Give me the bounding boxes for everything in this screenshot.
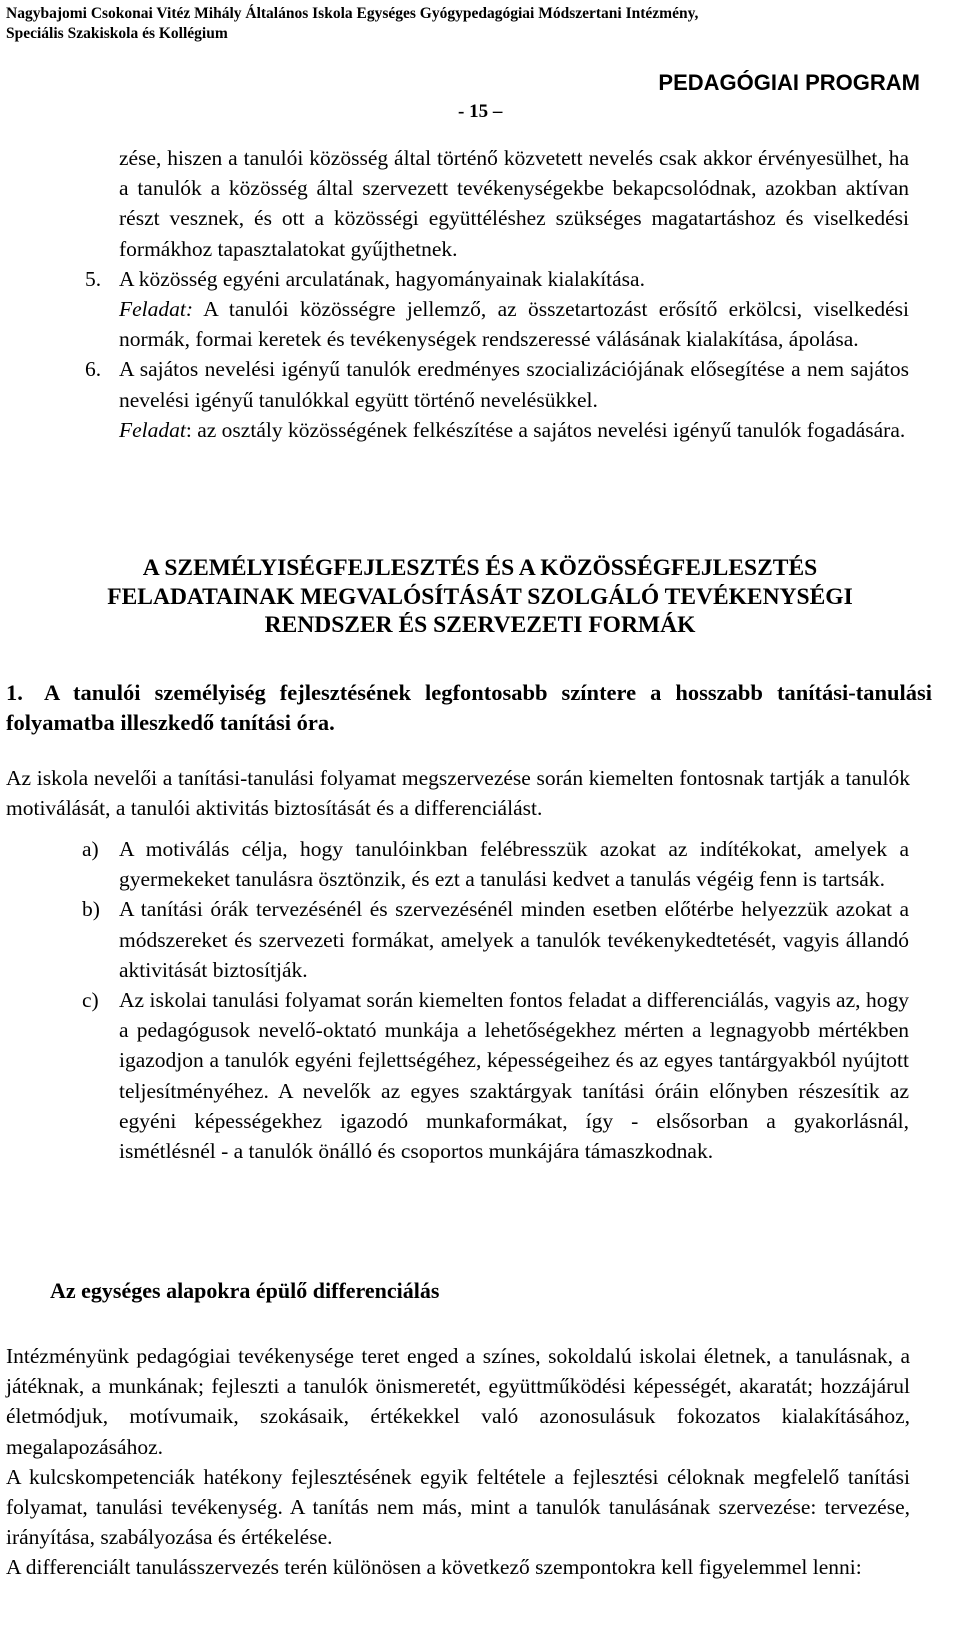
continuation-paragraph: zése, hiszen a tanulói közösség által történő közvetett nevelés csak akkor érvényesülhet, ha a tanulók a közösség által szervezett tevékenységekbe bekapcsolódnak, azokban aktívan részt vesznek, és ott a közösségi együttéléshez szükséges magatartáshoz és viselkedési formákhoz tapasztalatokat gyűjthetnek. bbox=[119, 146, 909, 261]
point-b bbox=[82, 894, 909, 985]
point-c bbox=[82, 985, 909, 1166]
task-text: A tanulói közösségre jellemző, az összetartozást erősítő erkölcsi, viselkedési normák, formai keretek és tevékenységek rendszeressé válásának kialakítása, ápolása. bbox=[119, 297, 909, 352]
list-item-5 bbox=[85, 264, 909, 355]
differentiation-paragraph-2: A kulcskompetenciák hatékony fejlesztésének egyik feltétele a fejlesztési céloknak megfelelő tanítási folyamat, tanulási tevékenység. A tanítás nem más, mint a tanulók tanulásának szervezése: tervezése, irányítása, szabályozása és értékelése. bbox=[6, 1464, 910, 1550]
list-number: 6. bbox=[85, 357, 102, 382]
list-item-6 bbox=[85, 354, 909, 445]
differentiation-title: Az egységes alapokra épülő differenciálás bbox=[50, 1278, 440, 1303]
task-text: : az osztály közösségének felkészítése a sajátos nevelési igényű tanulók fogadására. bbox=[185, 417, 906, 442]
point-text: Az iskolai tanulási folyamat során kiemelten fontos feladat a differenciálás, vagyis az, hogy a pedagógusok nevelő-oktató munkája a lehetőségekhez mérten a legnagyobb mértékben igazodjon a tanulók egyéni fejlettségéhez, képességeihez és az egyes tantárgyakból nyújtott teljesítményéhez. A nevelők az egyes szaktárgyak tanítási óráin előnyben részesítik az egyéni képességekhez igazodó munkaformákat, így - elsősorban a gyakorlásnál, ismétlésnél - a tanulók önálló és csoportos munkájára támaszkodnak. bbox=[119, 988, 909, 1164]
subsection-1-title bbox=[6, 678, 932, 738]
point-label: a) bbox=[82, 837, 99, 861]
subsection-number: 1. bbox=[6, 680, 23, 705]
institution-line-1: Nagybajomi Csokonai Vitéz Mihály Általános Iskola Egységes Gyógypedagógiai Módszertani Intézmény, bbox=[6, 5, 699, 22]
point-text: A tanítási órák tervezésénél és szervezésénél minden esetben előtérbe helyezzük azokat a módszereket és szervezeti formákat, amelyek a tanulók tevékenykedtetését, vagyis állandó aktivitását biztosítják. bbox=[119, 897, 909, 982]
main-heading bbox=[0, 554, 960, 640]
task-paragraph bbox=[119, 415, 909, 445]
list-number: 5. bbox=[85, 266, 102, 291]
task-label: Feladat: bbox=[119, 297, 194, 322]
differentiation-paragraph-1: Intézményünk pedagógiai tevékenysége teret enged a színes, sokoldalú iskolai életnek, a tanulásnak, a játéknak, a munkának; fejleszti a tanulók önismeretét, együttműködési képességét, akaratát; hozzájárul életmódjuk, motívumaik, szokásaik, értékekkel való azonosulásuk fokozatos kialakításához, megalapozásához. bbox=[6, 1344, 910, 1459]
subsection-points bbox=[82, 834, 909, 1166]
subsection-title-text: A tanulói személyiség fejlesztésének legfontosabb színtere a hosszabb tanítási-tanulási folyamatba illeszkedő tanítási óra. bbox=[6, 680, 932, 735]
task-paragraph bbox=[119, 294, 909, 354]
institution-line-2: Speciális Szakiskola és Kollégium bbox=[6, 25, 228, 42]
list-item-text: A sajátos nevelési igényű tanulók eredményes szocializációjának elősegítése a nem sajátos nevelési igényű tanulókkal együtt történő nevelésükkel. bbox=[119, 357, 909, 412]
list-item-text: A közösség egyéni arculatának, hagyományainak kialakítása. bbox=[119, 266, 645, 291]
program-title: PEDAGÓGIAI PROGRAM bbox=[658, 70, 920, 95]
top-section bbox=[85, 143, 909, 445]
differentiation-paragraph-3: A differenciált tanulásszervezés terén különösen a következő szempontokra kell figyelemmel lenni: bbox=[6, 1555, 862, 1580]
institution-name bbox=[6, 4, 946, 44]
page-number: - 15 – bbox=[458, 101, 503, 122]
differentiation-body bbox=[6, 1341, 910, 1583]
task-label: Feladat bbox=[119, 417, 186, 442]
subsection-intro: Az iskola nevelői a tanítási-tanulási folyamat megszervezése során kiemelten fontosnak tartják a tanulók motiválását, a tanulói aktivitás biztosítását és a differenciálást. bbox=[6, 766, 910, 821]
point-a bbox=[82, 834, 909, 894]
main-heading-line-1: A SZEMÉLYISÉGFEJLESZTÉS ÉS A KÖZÖSSÉGFEJLESZTÉS bbox=[142, 555, 818, 581]
main-heading-line-2: FELADATAINAK MEGVALÓSÍTÁSÁT SZOLGÁLÓ TEVÉKENYSÉGI bbox=[107, 583, 853, 610]
point-label: b) bbox=[82, 897, 100, 922]
main-heading-line-3: RENDSZER ÉS SZERVEZETI FORMÁK bbox=[264, 612, 696, 638]
point-label: c) bbox=[82, 988, 99, 1013]
point-text: A motiválás célja, hogy tanulóinkban felébresszük azokat az indítékokat, amelyek a gyermekeket tanulásra ösztönzik, és ezt a tanulási kedvet a tanulás végéig fenn is tartsák. bbox=[119, 837, 909, 892]
